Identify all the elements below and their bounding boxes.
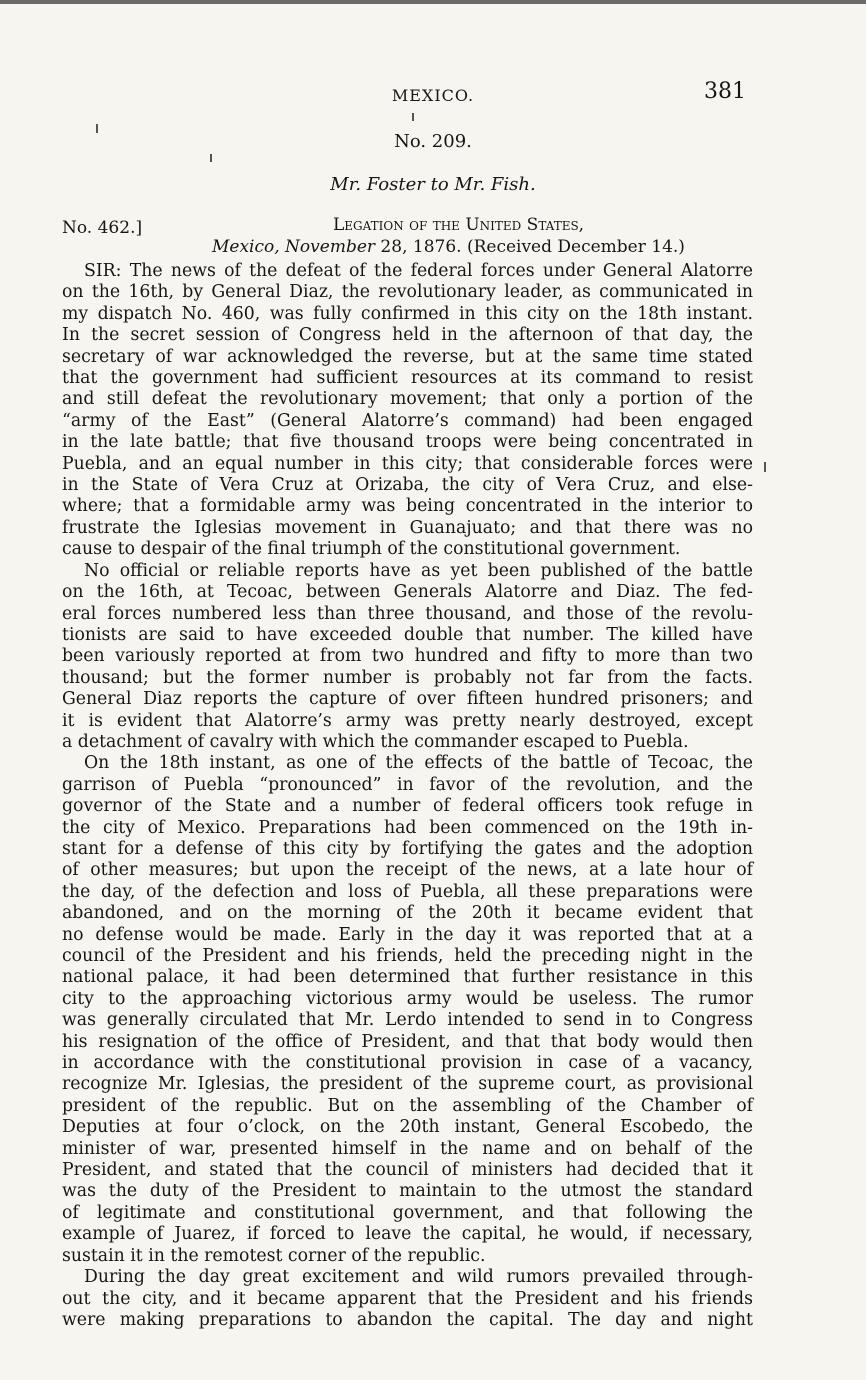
body-line: where; that a formidable army was being concentrated in the interior to [62,496,753,517]
legation-heading: Legation of the United States, [333,215,585,235]
body-line: On the 18th instant, as one of the effects of the battle of Tecoac, the [84,753,753,774]
body-line: garrison of Puebla “pronounced” in favor of the revolution, and the [62,774,753,795]
body-line: recognize Mr. Iglesias, the president of the supreme court, as provisional [62,1074,753,1095]
body-line: national palace, it had been determined that further resistance in this [62,967,753,988]
body-line: sustain it in the remotest corner of the republic. [62,1245,486,1266]
body-line: cause to despair of the final triumph of the constitutional government. [62,539,681,560]
body-line: SIR: The news of the defeat of the federal forces under General Alatorre [84,261,753,281]
body-line: on the 16th, by General Diaz, the revolutionary leader, as communicated in [62,282,753,303]
scan-mark [210,154,212,162]
dateline-place: Mexico, November [212,237,376,257]
body-line: President, and stated that the council of ministers had decided that it [62,1160,753,1181]
body-line: been variously reported at from two hundred and fifty to more than two [62,646,753,667]
body-line: no defense would be made. Early in the day it was reported that at a [62,924,753,945]
body-line: a detachment of cavalry with which the commander escaped to Puebla. [62,731,689,752]
running-head: MEXICO. [391,86,475,105]
dateline-rest: 28, 1876. (Received December 14.) [375,237,685,257]
scan-mark [764,462,766,472]
body-line: and still defeat the revolutionary movement; that only a portion of the [62,389,753,410]
body-line: in the late battle; that five thousand troops were being concentrated in [62,432,753,453]
dateline [212,237,685,257]
body-line: General Diaz reports the capture of over fifteen hundred prisoners; and [62,689,753,710]
body-line: president of the republic. But on the assembling of the Chamber of [62,1095,753,1116]
body-line: Puebla, and an equal number in this city; that considerable forces were [62,453,753,474]
letter-body [62,261,753,1331]
body-line: stant for a defense of this city by fortifying the gates and the adoption [62,838,753,859]
body-line: was the duty of the President to maintain to the utmost the standard [62,1181,753,1202]
body-line: his resignation of the office of President, and that that body would then [62,1031,753,1052]
scan-top-border [0,0,866,4]
scan-mark [412,113,414,121]
body-line: No official or reliable reports have as yet been published of the battle [84,560,753,581]
body-line: the day, of the defection and loss of Puebla, all these preparations were [62,881,753,902]
body-line: it is evident that Alatorre’s army was pretty nearly destroyed, except [62,710,753,731]
body-line: of other measures; but upon the receipt of the news, at a late hour of [62,860,753,881]
body-line: were making preparations to abandon the capital. The day and night [62,1309,753,1330]
page-number: 381 [704,79,746,104]
dispatch-number: No. 462.] [62,218,143,238]
body-line: city to the approaching victorious army would be useless. The rumor [62,988,753,1009]
body-line: “army of the East” (General Alatorre’s command) had been engaged [62,410,753,431]
scan-mark [96,124,98,133]
body-line: abandoned, and on the morning of the 20th it became evident that [62,903,753,924]
body-line: governor of the State and a number of federal officers took refuge in [62,796,753,817]
body-line: minister of war, presented himself in the name and on behalf of the [62,1138,753,1159]
document-title: Mr. Foster to Mr. Fish. [330,174,536,195]
body-line: Deputies at four o’clock, on the 20th instant, General Escobedo, the [62,1117,753,1138]
body-line: in accordance with the constitutional provision in case of a vacancy, [62,1053,753,1074]
body-line: eral forces numbered less than three thousand, and those of the revolu- [62,603,753,624]
body-line: the city of Mexico. Preparations had been commenced on the 19th in- [62,817,753,838]
body-line: secretary of war acknowledged the reverse, but at the same time stated [62,346,753,367]
body-line: out the city, and it became apparent that the President and his friends [62,1288,753,1309]
body-line: example of Juarez, if forced to leave the capital, he would, if necessary, [62,1224,753,1245]
body-line: in the State of Vera Cruz at Orizaba, the city of Vera Cruz, and else- [62,475,753,496]
body-line: of legitimate and constitutional government, and that following the [62,1202,753,1223]
body-line: During the day great excitement and wild rumors prevailed through- [84,1267,753,1288]
body-line: thousand; but the former number is probably not far from the facts. [62,667,753,688]
body-line: that the government had sufficient resources at its command to resist [62,368,753,389]
body-line: my dispatch No. 460, was fully confirmed in this city on the 18th instant. [62,303,753,324]
body-line: was generally circulated that Mr. Lerdo intended to send in to Congress [62,1010,753,1031]
document-number: No. 209. [394,131,472,152]
body-line: on the 16th, at Tecoac, between Generals Alatorre and Diaz. The fed- [62,582,753,603]
body-line: tionists are said to have exceeded double that number. The killed have [62,624,753,645]
body-line: council of the President and his friends, held the preceding night in the [62,946,753,966]
body-line: frustrate the Iglesias movement in Guanajuato; and that there was no [62,517,753,538]
body-line: In the secret session of Congress held in the afternoon of that day, the [62,325,753,346]
